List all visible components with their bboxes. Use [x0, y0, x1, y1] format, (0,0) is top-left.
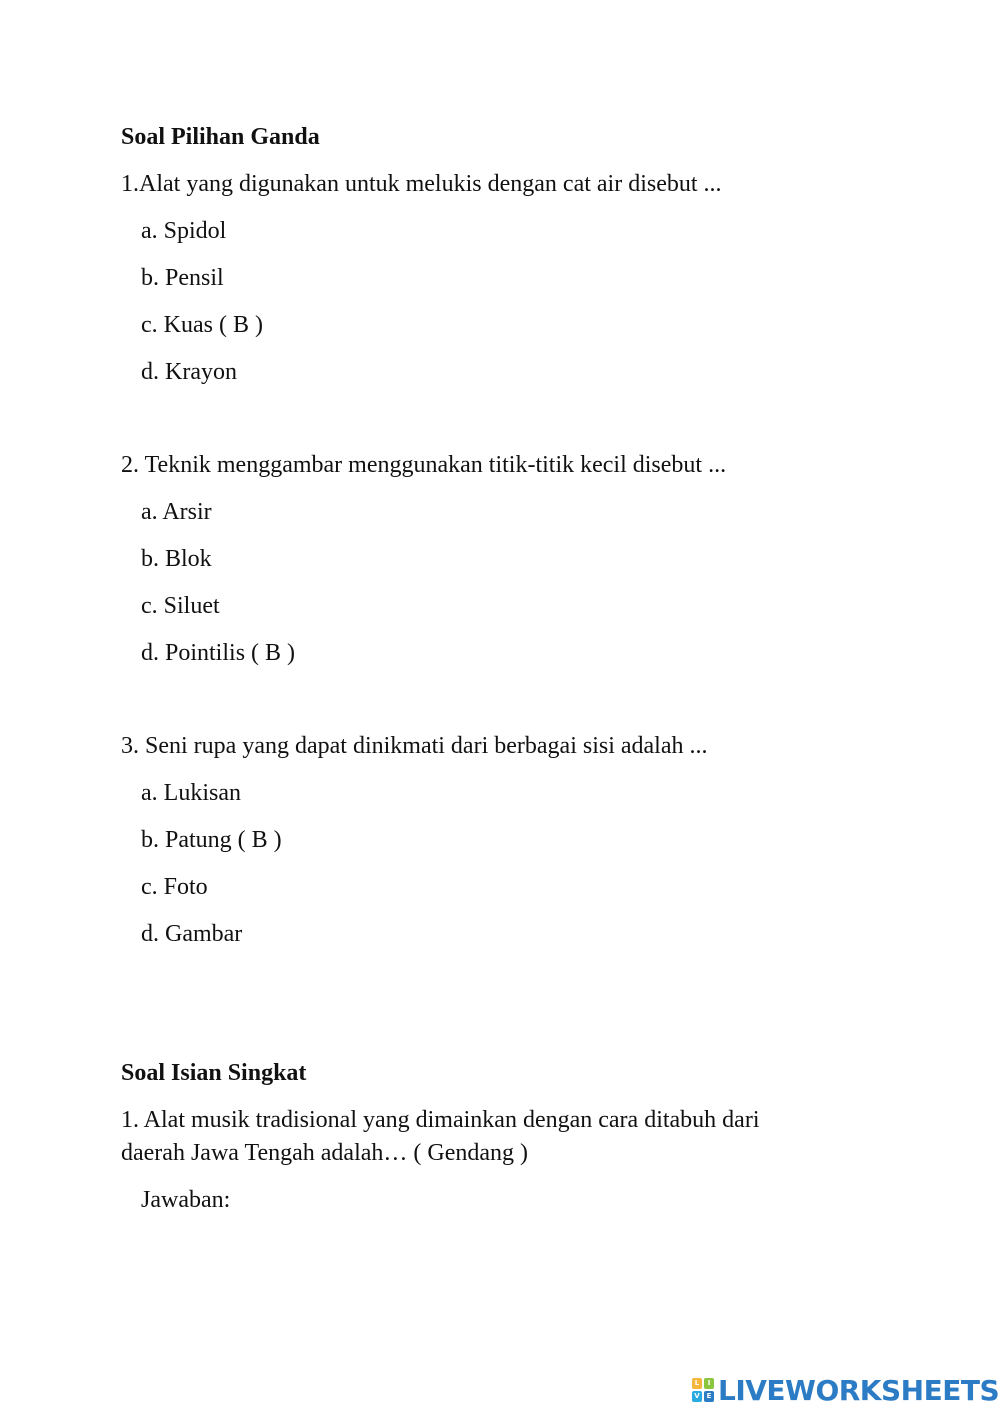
- question-2-text: 2. Teknik menggambar menggunakan titik-titik kecil disebut ...: [121, 452, 727, 478]
- logo-tile: V: [692, 1391, 702, 1402]
- question-3-option-d: d. Gambar: [141, 921, 243, 947]
- question-1-text: 1.Alat yang digunakan untuk melukis dengan cat air disebut ...: [121, 171, 722, 197]
- logo-tile: E: [704, 1391, 714, 1402]
- answer-label: Jawaban:: [141, 1187, 231, 1213]
- liveworksheets-logo: [692, 1374, 999, 1406]
- question-3-option-a: a. Lukisan: [141, 780, 241, 806]
- short-question-1-line-2: daerah Jawa Tengah adalah… ( Gendang ): [121, 1140, 529, 1166]
- question-2-option-a: a. Arsir: [141, 499, 212, 525]
- logo-tile: L: [692, 1378, 702, 1389]
- question-2-option-b: b. Blok: [141, 546, 212, 572]
- section-heading-multiple-choice: Soal Pilihan Ganda: [121, 124, 320, 150]
- liveworksheets-logo-mark-icon: [692, 1378, 714, 1402]
- question-1-option-a: a. Spidol: [141, 218, 227, 244]
- question-1-option-b: b. Pensil: [141, 265, 224, 291]
- logo-tile: I: [704, 1378, 714, 1389]
- short-question-1-line-1: 1. Alat musik tradisional yang dimainkan dengan cara ditabuh dari: [121, 1107, 760, 1133]
- question-1-option-d: d. Krayon: [141, 359, 237, 385]
- question-3-text: 3. Seni rupa yang dapat dinikmati dari berbagai sisi adalah ...: [121, 733, 708, 759]
- question-2-option-c: c. Siluet: [141, 593, 220, 619]
- logo-text: LIVEWORKSHEETS: [718, 1373, 1000, 1407]
- question-3-option-b: b. Patung ( B ): [141, 827, 282, 853]
- question-1-option-c: c. Kuas ( B ): [141, 312, 263, 338]
- question-3-option-c: c. Foto: [141, 874, 208, 900]
- section-heading-short-answer: Soal Isian Singkat: [121, 1060, 307, 1086]
- question-2-option-d: d. Pointilis ( B ): [141, 640, 296, 666]
